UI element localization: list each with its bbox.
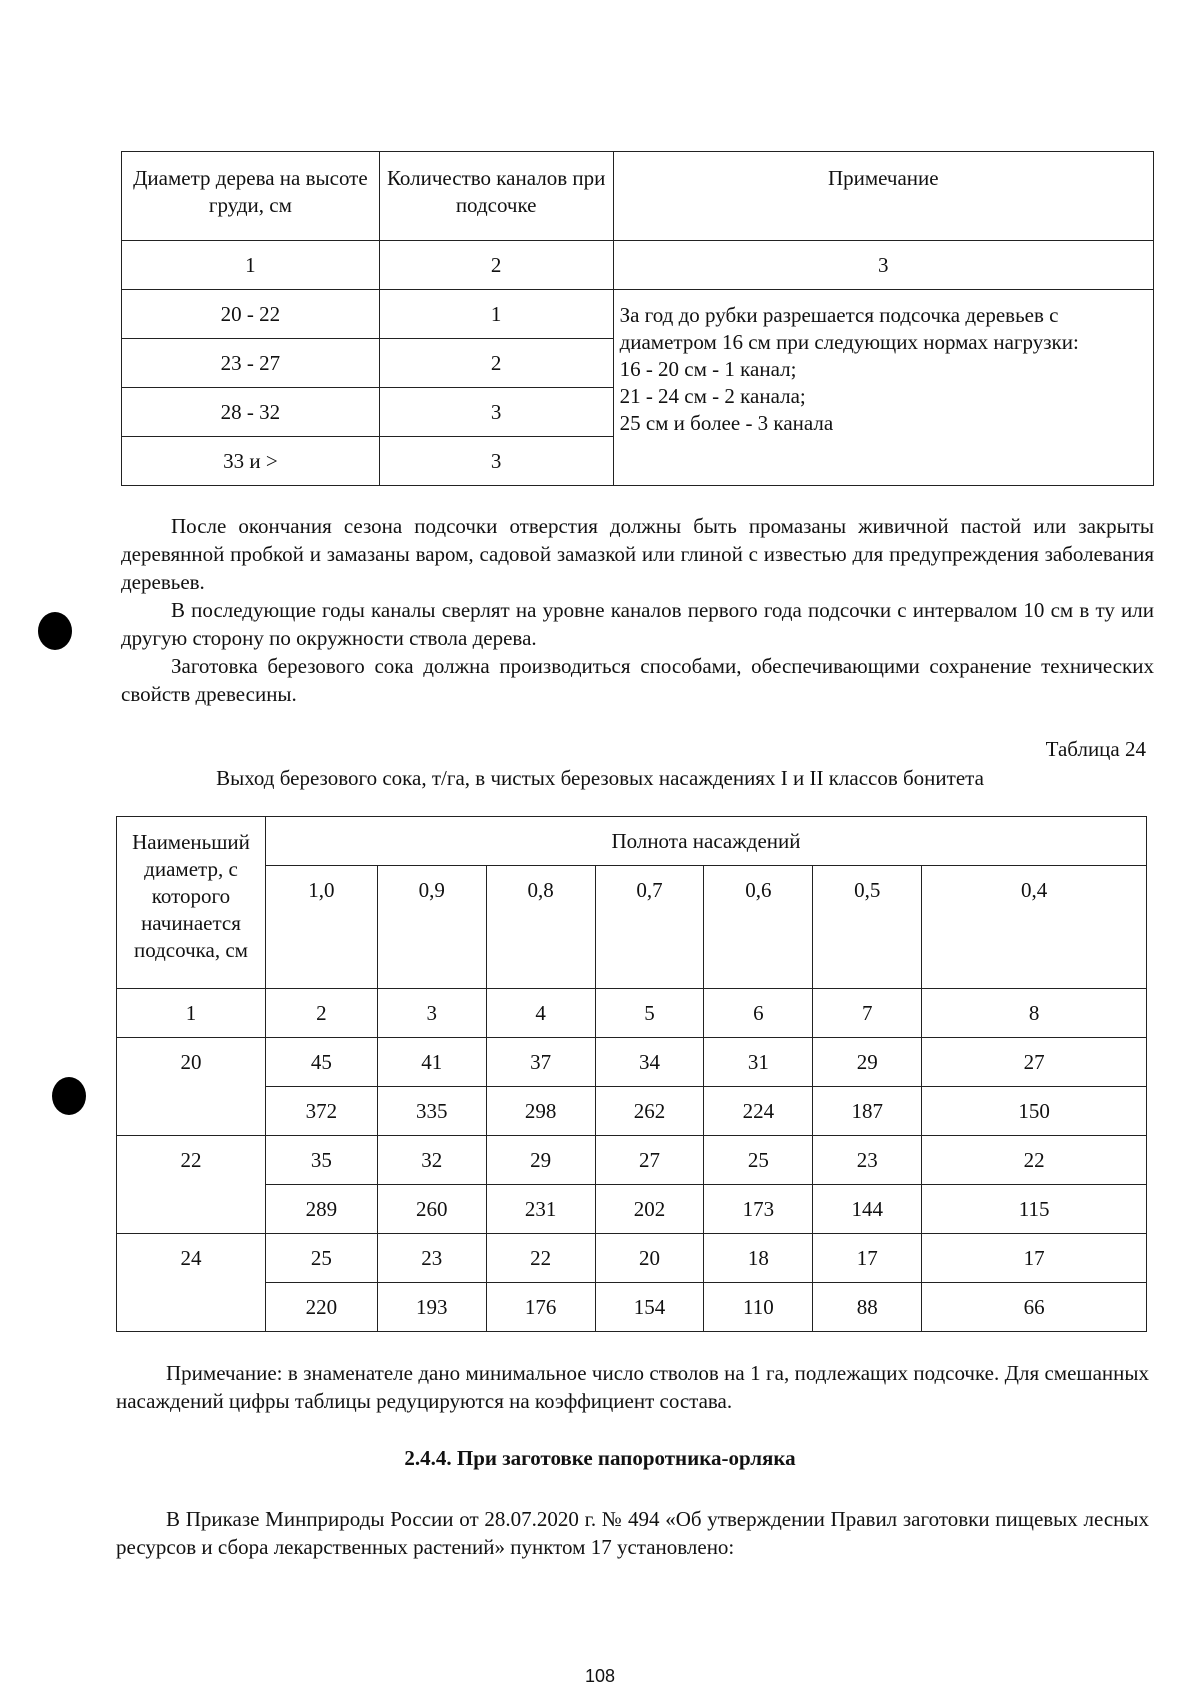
trees-cell: 335 (377, 1087, 486, 1136)
col-number: 3 (377, 989, 486, 1038)
trees-cell: 202 (595, 1185, 704, 1234)
trees-cell: 115 (922, 1185, 1147, 1234)
trees-cell: 187 (813, 1087, 922, 1136)
header-note: Примечание (613, 152, 1153, 241)
punch-hole-mark (38, 612, 72, 650)
density-header: 0,9 (377, 866, 486, 989)
yield-cell: 25 (265, 1234, 377, 1283)
trees-cell: 66 (922, 1283, 1147, 1332)
group-header: Полнота насаждений (265, 817, 1146, 866)
density-header: 0,7 (595, 866, 704, 989)
birch-sap-yield-table (116, 816, 1147, 1332)
channels-cell: 3 (379, 388, 613, 437)
header-channels: Количество каналов при подсочке (379, 152, 613, 241)
note-line: За год до рубки разрешается подсочка деревьев с диаметром 16 см при следующих нормах нагрузки: (619, 303, 1079, 354)
tapping-channels-table (121, 151, 1154, 486)
trees-cell: 262 (595, 1087, 704, 1136)
table-note: Примечание: в знаменателе дано минимальное число стволов на 1 га, подлежащих подсочке. Для смешанных насаждений цифры таблицы редуцируются на коэффициент состава. (116, 1361, 1149, 1413)
diameter-cell: 24 (117, 1234, 266, 1332)
diameter-cell: 28 - 32 (122, 388, 380, 437)
trees-cell: 372 (265, 1087, 377, 1136)
trees-cell: 220 (265, 1283, 377, 1332)
trees-cell: 110 (704, 1283, 813, 1332)
trees-cell: 224 (704, 1087, 813, 1136)
channels-cell: 1 (379, 290, 613, 339)
col-number: 2 (379, 241, 613, 290)
col-number: 6 (704, 989, 813, 1038)
density-header: 0,4 (922, 866, 1147, 989)
diameter-cell: 22 (117, 1136, 266, 1234)
yield-cell: 17 (922, 1234, 1147, 1283)
trees-cell: 176 (486, 1283, 595, 1332)
yield-cell: 22 (922, 1136, 1147, 1185)
density-header: 0,5 (813, 866, 922, 989)
trees-cell: 144 (813, 1185, 922, 1234)
yield-cell: 27 (595, 1136, 704, 1185)
trees-cell: 289 (265, 1185, 377, 1234)
header-diameter: Диаметр дерева на высоте груди, см (122, 152, 380, 241)
diameter-cell: 20 (117, 1038, 266, 1136)
trees-cell: 231 (486, 1185, 595, 1234)
yield-cell: 22 (486, 1234, 595, 1283)
col-number: 4 (486, 989, 595, 1038)
col-number: 1 (117, 989, 266, 1038)
punch-hole-mark (52, 1077, 86, 1115)
yield-cell: 32 (377, 1136, 486, 1185)
trees-cell: 150 (922, 1087, 1147, 1136)
trees-cell: 260 (377, 1185, 486, 1234)
diameter-cell: 33 и > (122, 437, 380, 486)
yield-cell: 31 (704, 1038, 813, 1087)
paragraph: В последующие годы каналы сверлят на уровне каналов первого года подсочки с интервалом 10 см в ту или другую сторону по окружности ствола дерева. (121, 598, 1154, 650)
yield-cell: 23 (377, 1234, 486, 1283)
col-number: 8 (922, 989, 1147, 1038)
yield-cell: 17 (813, 1234, 922, 1283)
trees-cell: 298 (486, 1087, 595, 1136)
channels-cell: 3 (379, 437, 613, 486)
yield-cell: 27 (922, 1038, 1147, 1087)
yield-cell: 25 (704, 1136, 813, 1185)
note-cell (613, 290, 1153, 486)
trees-cell: 154 (595, 1283, 704, 1332)
yield-cell: 45 (265, 1038, 377, 1087)
yield-cell: 35 (265, 1136, 377, 1185)
yield-cell: 18 (704, 1234, 813, 1283)
section-heading: 2.4.4. При заготовке папоротника-орляка (404, 1446, 796, 1470)
trees-cell: 88 (813, 1283, 922, 1332)
col-number: 5 (595, 989, 704, 1038)
yield-cell: 23 (813, 1136, 922, 1185)
paragraph: В Приказе Минприроды России от 28.07.2020 г. № 494 «Об утверждении Правил заготовки пищевых лесных ресурсов и сбора лекарственных растений» пунктом 17 установлено: (116, 1507, 1149, 1559)
note-line: 21 - 24 см - 2 канала; (619, 384, 806, 408)
yield-cell: 20 (595, 1234, 704, 1283)
col-number: 1 (122, 241, 380, 290)
density-header: 1,0 (265, 866, 377, 989)
yield-cell: 41 (377, 1038, 486, 1087)
channels-cell: 2 (379, 339, 613, 388)
col-number: 7 (813, 989, 922, 1038)
yield-cell: 34 (595, 1038, 704, 1087)
yield-cell: 29 (486, 1136, 595, 1185)
paragraph: Заготовка березового сока должна производиться способами, обеспечивающими сохранение технических свойств древесины. (121, 654, 1154, 706)
density-header: 0,6 (704, 866, 813, 989)
density-header: 0,8 (486, 866, 595, 989)
page-number: 108 (584, 1666, 616, 1686)
col-number: 2 (265, 989, 377, 1038)
table-label: Таблица 24 (1045, 737, 1146, 761)
trees-cell: 193 (377, 1283, 486, 1332)
note-line: 25 см и более - 3 канала (619, 411, 834, 435)
yield-cell: 37 (486, 1038, 595, 1087)
note-line: 16 - 20 см - 1 канал; (619, 357, 797, 381)
yield-cell: 29 (813, 1038, 922, 1087)
row-header: Наименьший диаметр, с которого начинается подсочка, см (117, 817, 266, 989)
diameter-cell: 23 - 27 (122, 339, 380, 388)
paragraph: После окончания сезона подсочки отверстия должны быть промазаны живичной пастой или закрыты деревянной пробкой и замазаны варом, садовой замазкой или глиной с известью для предупреждения заболевания деревьев. (121, 514, 1154, 594)
col-number: 3 (613, 241, 1153, 290)
table-caption: Выход березового сока, т/га, в чистых березовых насаждениях I и II классов бонитета (216, 766, 984, 790)
trees-cell: 173 (704, 1185, 813, 1234)
diameter-cell: 20 - 22 (122, 290, 380, 339)
